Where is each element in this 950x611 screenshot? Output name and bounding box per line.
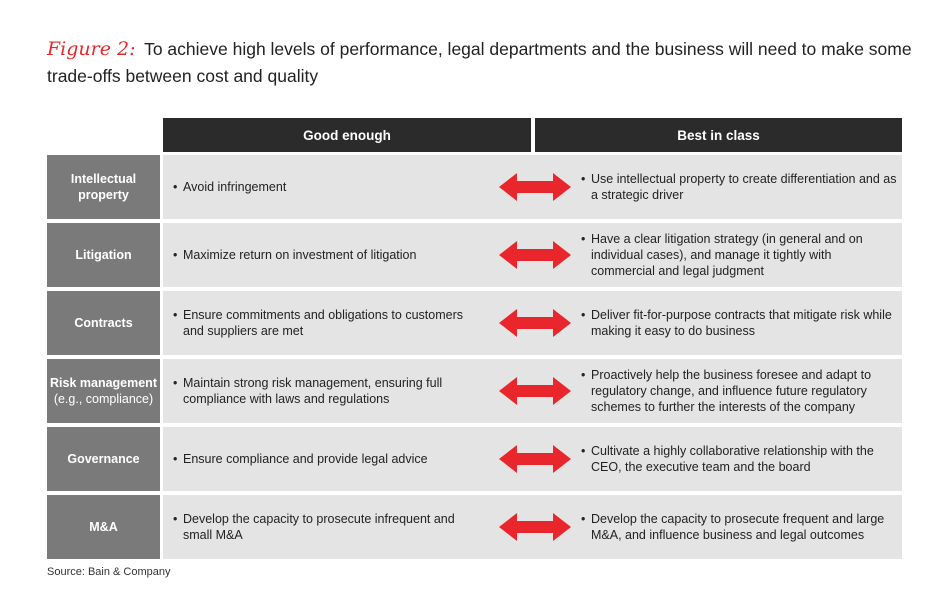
best-in-class-text: Deliver fit-for-purpose contracts that mitigate risk while making it easy to do business (591, 308, 892, 338)
good-enough-text: Ensure compliance and provide legal advice (183, 452, 428, 466)
good-enough-cell (173, 155, 483, 219)
good-enough-cell (173, 223, 483, 287)
figure-title (47, 36, 927, 90)
double-headed-arrow-icon (499, 309, 571, 337)
best-in-class-text: Cultivate a highly collaborative relationship with the CEO, the executive team and the board (591, 444, 874, 474)
bullet-item (173, 511, 483, 543)
bullet-icon: • (173, 248, 178, 262)
double-headed-arrow-icon (499, 377, 571, 405)
best-in-class-text: Use intellectual property to create differentiation and as a strategic driver (591, 172, 897, 202)
best-in-class-text: Have a clear litigation strategy (in general and on individual cases), and manage it tightly with commercial and legal judgment (591, 232, 863, 278)
row-body (163, 223, 902, 287)
best-in-class-cell (581, 223, 897, 287)
row-label (47, 427, 160, 491)
figure-title-text: To achieve high levels of performance, legal departments and the business will need to make some trade-offs between cost and quality (47, 39, 912, 86)
double-headed-arrow-icon (499, 241, 571, 269)
double-headed-arrow-icon (499, 173, 571, 201)
row-body (163, 495, 902, 559)
bullet-item (173, 179, 286, 195)
figure-label: Figure 2: (47, 38, 136, 60)
row-body (163, 427, 902, 491)
row-label-line1: Contracts (74, 316, 133, 330)
good-enough-cell (173, 427, 483, 491)
bullet-icon: • (581, 368, 586, 382)
table-row (47, 427, 902, 491)
row-body (163, 291, 902, 355)
best-in-class-cell (581, 495, 897, 559)
good-enough-text: Avoid infringement (183, 180, 287, 194)
row-label (47, 155, 160, 219)
row-label-line1: M&A (89, 520, 118, 534)
row-label-line1: Intellectual (70, 172, 137, 186)
row-body (163, 359, 902, 423)
best-in-class-cell (581, 291, 897, 355)
row-label-line1: Risk management (50, 376, 157, 390)
good-enough-text: Maximize return on investment of litigation (183, 248, 417, 262)
row-label-line2: property (78, 188, 129, 202)
bullet-item (173, 307, 483, 339)
row-label (47, 359, 160, 423)
bullet-icon: • (173, 512, 178, 526)
row-label (47, 495, 160, 559)
bullet-item (581, 367, 897, 415)
bullet-icon: • (173, 376, 178, 390)
row-label (47, 223, 160, 287)
row-label-line1: Governance (67, 452, 140, 466)
table-row (47, 223, 902, 287)
row-label-line1: Litigation (75, 248, 132, 262)
good-enough-cell (173, 359, 483, 423)
best-in-class-cell (581, 155, 897, 219)
bullet-item (173, 451, 428, 467)
bullet-item (581, 307, 897, 339)
row-label-line2: (e.g., compliance) (53, 392, 154, 406)
bullet-item (581, 443, 897, 475)
bullet-item (173, 247, 416, 263)
bullet-icon: • (581, 512, 586, 526)
good-enough-cell (173, 495, 483, 559)
bullet-item (581, 171, 897, 203)
bullet-icon: • (581, 308, 586, 322)
bullet-icon: • (173, 180, 178, 194)
table-row (47, 359, 902, 423)
bullet-icon: • (581, 444, 586, 458)
header-best-in-class: Best in class (535, 118, 902, 152)
table-row (47, 155, 902, 219)
table-row (47, 291, 902, 355)
table-row (47, 495, 902, 559)
bullet-icon: • (173, 452, 178, 466)
good-enough-cell (173, 291, 483, 355)
bullet-item (581, 511, 897, 543)
best-in-class-cell (581, 359, 897, 423)
bullet-item (581, 231, 897, 279)
source-note: Source: Bain & Company (47, 566, 171, 578)
bullet-icon: • (173, 308, 178, 322)
best-in-class-cell (581, 427, 897, 491)
bullet-item (173, 375, 483, 407)
row-label (47, 291, 160, 355)
best-in-class-text: Proactively help the business foresee and adapt to regulatory change, and influence future regulatory schemes to further the interests of the company (591, 368, 872, 414)
double-headed-arrow-icon (499, 445, 571, 473)
bullet-icon: • (581, 232, 586, 246)
good-enough-text: Develop the capacity to prosecute infrequent and small M&A (183, 512, 455, 542)
header-good-enough: Good enough (163, 118, 531, 152)
row-body (163, 155, 902, 219)
good-enough-text: Ensure commitments and obligations to customers and suppliers are met (183, 308, 463, 338)
good-enough-text: Maintain strong risk management, ensuring full compliance with laws and regulations (183, 376, 443, 406)
double-headed-arrow-icon (499, 513, 571, 541)
best-in-class-text: Develop the capacity to prosecute frequent and large M&A, and influence business and legal outcomes (591, 512, 885, 542)
bullet-icon: • (581, 172, 586, 186)
